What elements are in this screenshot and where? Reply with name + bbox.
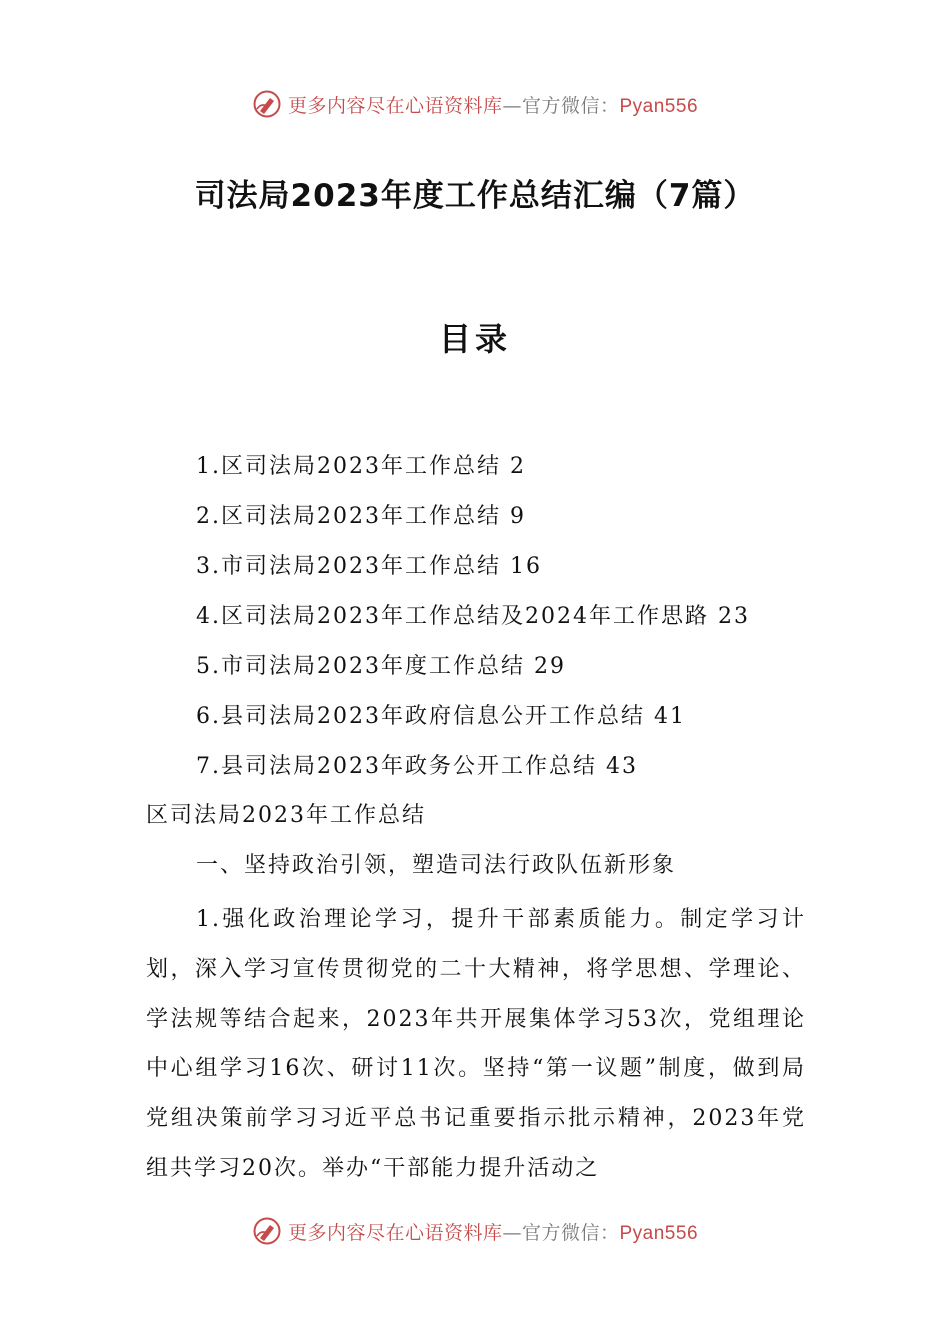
toc-item: 5.市司法局2023年度工作总结 29 (196, 654, 566, 679)
watermark-brand: 更多内容尽在心语资料库 (287, 94, 503, 117)
document-title: 司法局2023年度工作总结汇编（7篇） (194, 178, 756, 214)
watermark-text (288, 91, 698, 118)
toc-item: 6.县司法局2023年政府信息公开工作总结 41 (196, 704, 686, 729)
watermark-wechat-label: 官方微信： (521, 1221, 620, 1244)
body-paragraph: 1.强化政治理论学习，提升干部素质能力。制定学习计划，深入学习宣传贯彻党的二十大精神，将学思想、学理论、学法规等结合起来，2023年共开展集体学习53次，党组理论中心组学习16次、研讨11次。坚持“第一议题”制度，做到局党组决策前学习习近平总书记重要指示批示精神，2023年党组共学习20次。举办“干部能力提升活动之 (146, 907, 806, 1181)
table-of-contents (196, 446, 750, 796)
watermark-separator: — (502, 1221, 522, 1244)
toc-item: 2.区司法局2023年工作总结 9 (196, 504, 526, 529)
sub-heading: 一、坚持政治引领，塑造司法行政队伍新形象 (196, 853, 677, 878)
watermark-header (0, 84, 950, 124)
toc-item: 7.县司法局2023年政务公开工作总结 43 (196, 754, 638, 779)
watermark-brand: 更多内容尽在心语资料库 (287, 1221, 503, 1244)
toc-item: 4.区司法局2023年工作总结及2024年工作思路 23 (196, 604, 750, 629)
watermark-wechat-id: Pyan556 (619, 95, 699, 117)
watermark-wechat-id: Pyan556 (619, 1222, 699, 1244)
watermark-wechat-label: 官方微信： (521, 94, 620, 117)
pen-nib-logo-icon (252, 1216, 282, 1246)
pen-nib-logo-icon (252, 89, 282, 119)
toc-item: 1.区司法局2023年工作总结 2 (196, 454, 526, 479)
watermark-text (288, 1218, 698, 1245)
watermark-separator: — (502, 94, 522, 117)
section-heading: 区司法局2023年工作总结 (146, 803, 426, 828)
toc-item: 3.市司法局2023年工作总结 16 (196, 554, 542, 579)
toc-title: 目录 (438, 320, 511, 358)
watermark-footer (0, 1211, 950, 1251)
